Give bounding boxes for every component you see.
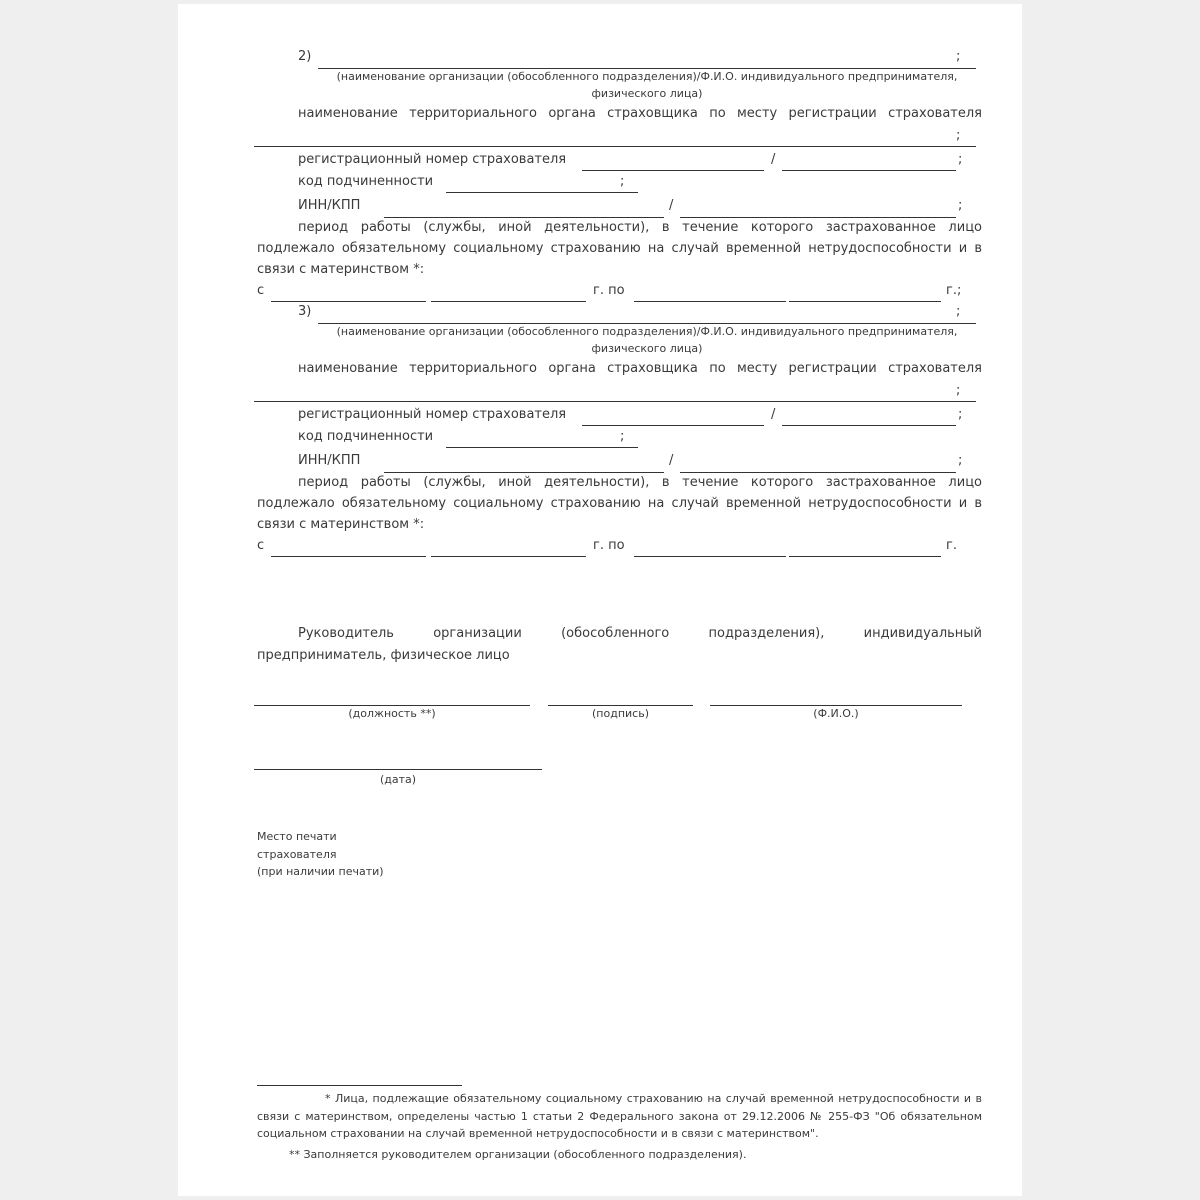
semicolon: ; <box>620 174 625 189</box>
footnote-1: * Лица, подлежащие обязательному социальному страхованию на случай временной нетрудоспособности и в связи с материнством, определены частью 1 статьи 2 Федерального закона от 29.12.2006 № 255-ФЗ "Об обязательном социальном страховании на случай временной нетрудоспособности и в связи с материнством". <box>257 1092 982 1140</box>
year-to-label: г. по <box>593 283 625 298</box>
inn-label: ИНН/КПП <box>298 198 361 213</box>
reg-number-line-2[interactable] <box>782 425 956 426</box>
slash: / <box>771 152 776 167</box>
date-to-line-2[interactable] <box>789 301 941 302</box>
stamp-line-3: (при наличии печати) <box>257 865 384 878</box>
from-label: с <box>257 538 265 553</box>
semicolon: ; <box>958 152 963 167</box>
reg-number-label: регистрационный номер страхователя <box>298 152 567 167</box>
date-from-line-2[interactable] <box>431 301 586 302</box>
territorial-label: наименование территориального органа страховщика по месту регистрации страхователя <box>298 106 982 121</box>
footnote-2: ** Заполняется руководителем организации (обособленного подразделения). <box>289 1148 747 1161</box>
reg-number-label: регистрационный номер страхователя <box>298 407 567 422</box>
org-caption-2: физического лица) <box>591 87 703 100</box>
semicolon: ; <box>958 198 963 213</box>
code-label: код подчиненности <box>298 429 434 444</box>
code-line[interactable] <box>446 447 638 448</box>
date-to-line-2[interactable] <box>789 556 941 557</box>
slash: / <box>669 453 674 468</box>
footnote-separator <box>257 1085 462 1086</box>
fio-caption: (Ф.И.О.) <box>813 707 859 720</box>
signature-caption: (подпись) <box>592 707 649 720</box>
date-from-line-1[interactable] <box>271 301 426 302</box>
semicolon: ; <box>956 304 961 319</box>
org-caption-1: (наименование организации (обособленного подразделения)/Ф.И.О. индивидуального предпринимателя, <box>336 325 958 338</box>
year-end-label: г. <box>946 538 957 553</box>
org-caption-2: физического лица) <box>591 342 703 355</box>
period-text: период работы (службы, иной деятельности), в течение которого застрахованное лицо подлежало обязательному социальному страхованию на случай временной нетрудоспособности и в связи с материнством *: <box>257 475 982 532</box>
semicolon: ; <box>956 49 961 64</box>
date-from-line-1[interactable] <box>271 556 426 557</box>
semicolon: ; <box>956 383 961 398</box>
year-to-label: г. по <box>593 538 625 553</box>
slash: / <box>771 407 776 422</box>
org-caption-1: (наименование организации (обособленного подразделения)/Ф.И.О. индивидуального предпринимателя, <box>336 70 958 83</box>
head-title-line-1: Руководитель организации (обособленного подразделения), индивидуальный <box>298 626 982 641</box>
signature-line[interactable] <box>548 705 693 706</box>
org-name-line[interactable] <box>318 68 976 69</box>
position-caption: (должность **) <box>348 707 436 720</box>
reg-number-line-1[interactable] <box>582 425 764 426</box>
document-page <box>178 4 1022 1196</box>
period-text: период работы (службы, иной деятельности), в течение которого застрахованное лицо подлежало обязательному социальному страхованию на случай временной нетрудоспособности и в связи с материнством *: <box>257 220 982 277</box>
semicolon: ; <box>958 453 963 468</box>
year-end-label: г.; <box>946 283 962 298</box>
date-caption: (дата) <box>379 773 417 786</box>
fio-line[interactable] <box>710 705 962 706</box>
stamp-line-2: страхователя <box>257 848 337 861</box>
code-label: код подчиненности <box>298 174 434 189</box>
date-from-line-2[interactable] <box>431 556 586 557</box>
org-name-line[interactable] <box>318 323 976 324</box>
territorial-line[interactable] <box>254 401 976 402</box>
position-line[interactable] <box>254 705 530 706</box>
code-line[interactable] <box>446 192 638 193</box>
slash: / <box>669 198 674 213</box>
territorial-line[interactable] <box>254 146 976 147</box>
date-to-line-1[interactable] <box>634 301 786 302</box>
head-title-line-2: предприниматель, физическое лицо <box>257 648 510 663</box>
semicolon: ; <box>620 429 625 444</box>
section-number: 2) <box>298 49 312 64</box>
semicolon: ; <box>956 128 961 143</box>
date-line[interactable] <box>254 769 542 770</box>
stamp-line-1: Место печати <box>257 830 337 843</box>
semicolon: ; <box>958 407 963 422</box>
inn-label: ИНН/КПП <box>298 453 361 468</box>
reg-number-line-1[interactable] <box>582 170 764 171</box>
reg-number-line-2[interactable] <box>782 170 956 171</box>
section-number: 3) <box>298 304 312 319</box>
date-to-line-1[interactable] <box>634 556 786 557</box>
territorial-label: наименование территориального органа страховщика по месту регистрации страхователя <box>298 361 982 376</box>
from-label: с <box>257 283 265 298</box>
